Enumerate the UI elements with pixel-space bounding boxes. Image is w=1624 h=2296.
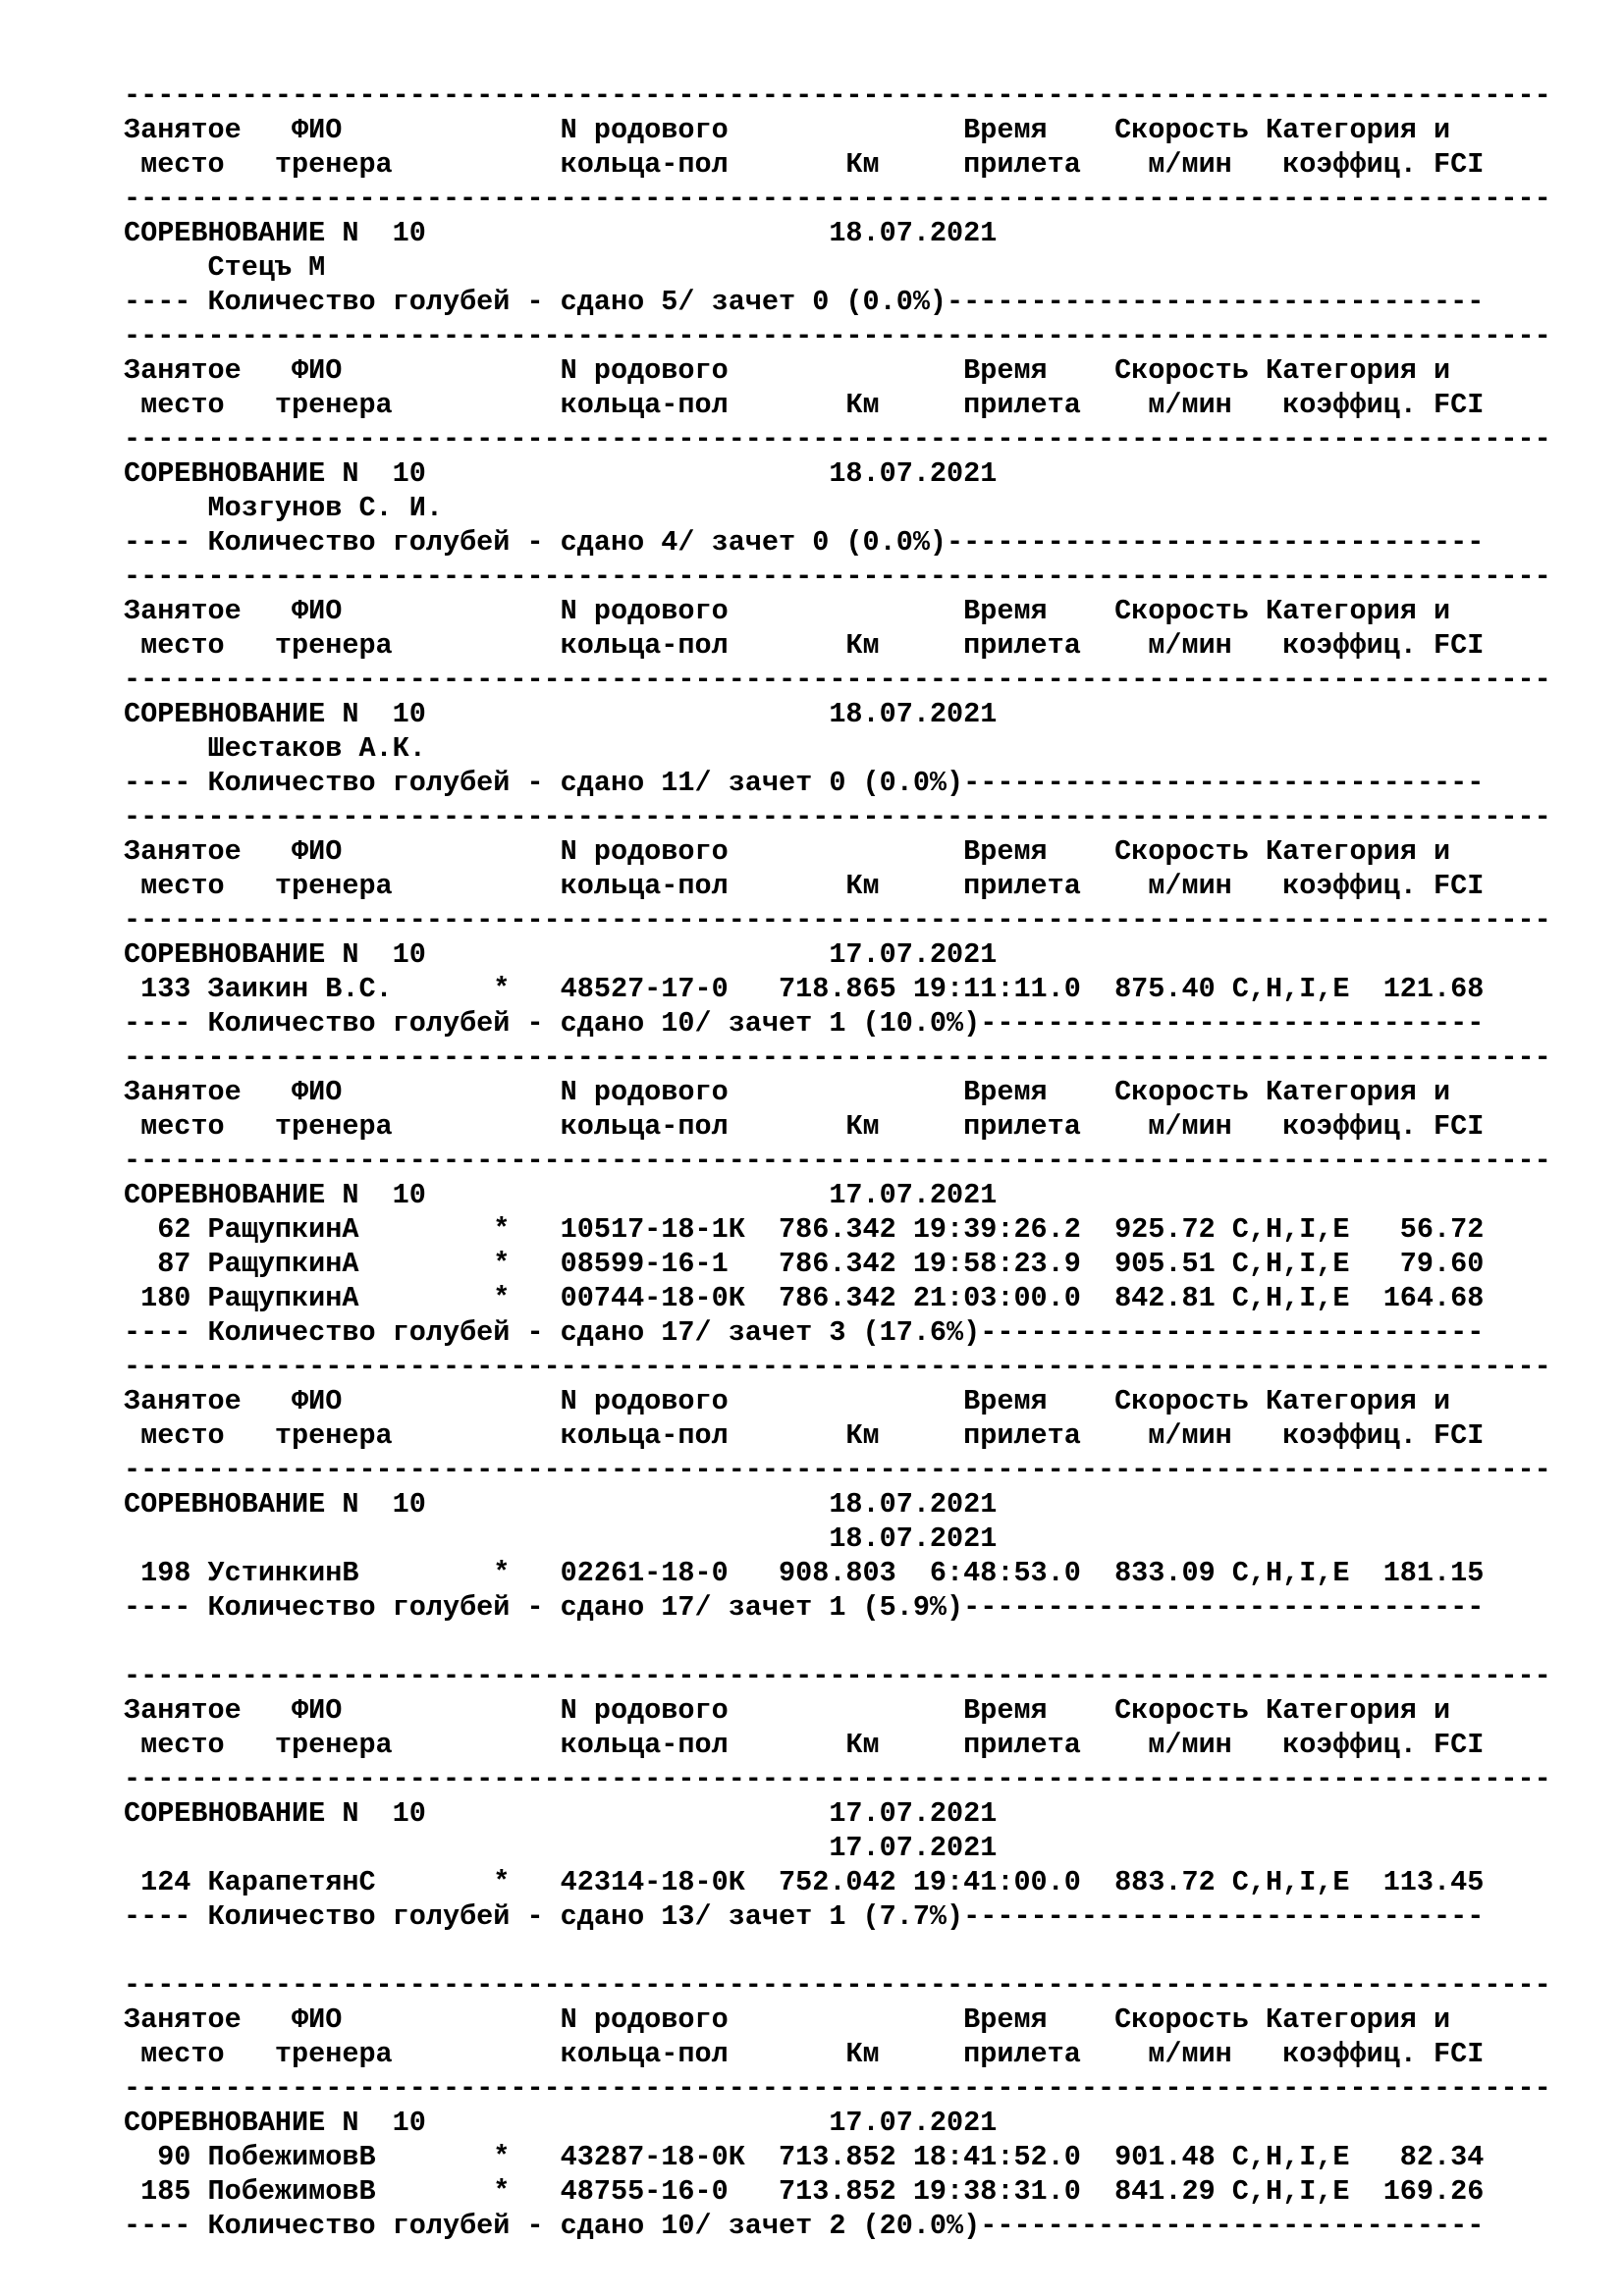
- pigeon-count-summary: ---- Количество голубей - сдано 4/ зачет 0 (0.0%)--------------------------------: [124, 526, 1485, 559]
- header-rule-top: -------------------------------------------------------------------------------------: [124, 1660, 1551, 1692]
- header-labels-row2: место тренера кольца-пол Км прилета м/мин коэффиц. FCI: [124, 1729, 1485, 1761]
- header-rule-bottom: -------------------------------------------------------------------------------------: [124, 1454, 1551, 1486]
- result-row: 198 УстинкинВ * 02261-18-0 908.803 6:48:53.0 833.09 C,H,I,E 181.15: [124, 1557, 1485, 1589]
- header-rule-top: -------------------------------------------------------------------------------------: [124, 1351, 1551, 1383]
- pigeon-count-summary: ---- Количество голубей - сдано 10/ зачет 1 (10.0%)------------------------------: [124, 1007, 1485, 1040]
- header-rule-top: -------------------------------------------------------------------------------------: [124, 80, 1551, 112]
- header-labels-row2: место тренера кольца-пол Км прилета м/мин коэффиц. FCI: [124, 1110, 1485, 1143]
- competition-title: СОРЕВНОВАНИЕ N 10 17.07.2021: [124, 2107, 998, 2139]
- header-rule-top: -------------------------------------------------------------------------------------: [124, 801, 1551, 833]
- competition-title: СОРЕВНОВАНИЕ N 10 17.07.2021: [124, 938, 998, 971]
- trainer-name: Мозгунов С. И.: [124, 492, 443, 524]
- header-rule-bottom: -------------------------------------------------------------------------------------: [124, 183, 1551, 215]
- header-labels-row1: Занятое ФИО N родового Время Скорость Категория и: [124, 595, 1451, 627]
- header-labels-row1: Занятое ФИО N родового Время Скорость Категория и: [124, 354, 1451, 387]
- pigeon-count-summary: ---- Количество голубей - сдано 11/ зачет 0 (0.0%)-------------------------------: [124, 767, 1485, 799]
- pigeon-count-summary: ---- Количество голубей - сдано 10/ зачет 2 (20.0%)------------------------------: [124, 2210, 1485, 2242]
- pigeon-count-summary: ---- Количество голубей - сдано 17/ зачет 1 (5.9%)-------------------------------: [124, 1591, 1485, 1624]
- trainer-name: Шестаков А.К.: [124, 732, 426, 765]
- header-labels-row1: Занятое ФИО N родового Время Скорость Категория и: [124, 835, 1451, 868]
- result-row: 62 РащупкинА * 10517-18-1К 786.342 19:39:26.2 925.72 C,H,I,E 56.72: [124, 1213, 1485, 1246]
- header-rule-bottom: -------------------------------------------------------------------------------------: [124, 1763, 1551, 1795]
- header-rule-bottom: -------------------------------------------------------------------------------------: [124, 1145, 1551, 1177]
- header-labels-row2: место тренера кольца-пол Км прилета м/мин коэффиц. FCI: [124, 148, 1485, 181]
- competition-title: СОРЕВНОВАНИЕ N 10 18.07.2021: [124, 457, 998, 490]
- result-row: 180 РащупкинА * 00744-18-0К 786.342 21:03:00.0 842.81 C,H,I,E 164.68: [124, 1282, 1485, 1314]
- header-rule-bottom: -------------------------------------------------------------------------------------: [124, 904, 1551, 936]
- competition-title: СОРЕВНОВАНИЕ N 10 18.07.2021: [124, 217, 998, 249]
- trainer-name: Стецъ М: [124, 251, 326, 284]
- competition-title: СОРЕВНОВАНИЕ N 10 18.07.2021: [124, 1488, 998, 1521]
- header-labels-row1: Занятое ФИО N родового Время Скорость Категория и: [124, 1385, 1451, 1417]
- header-labels-row1: Занятое ФИО N родового Время Скорость Категория и: [124, 1076, 1451, 1108]
- pigeon-count-summary: ---- Количество голубей - сдано 5/ зачет 0 (0.0%)--------------------------------: [124, 286, 1485, 318]
- header-rule-top: -------------------------------------------------------------------------------------: [124, 561, 1551, 593]
- result-row: 133 Заикин В.С. * 48527-17-0 718.865 19:11:11.0 875.40 C,H,I,E 121.68: [124, 973, 1485, 1005]
- result-row: 185 ПобежимовВ * 48755-16-0 713.852 19:38:31.0 841.29 C,H,I,E 169.26: [124, 2175, 1485, 2208]
- pigeon-count-summary: ---- Количество голубей - сдано 13/ зачет 1 (7.7%)-------------------------------: [124, 1900, 1485, 1933]
- result-row: 87 РащупкинА * 08599-16-1 786.342 19:58:23.9 905.51 C,H,I,E 79.60: [124, 1248, 1485, 1280]
- results-report: [124, 79, 1606, 2243]
- header-labels-row2: место тренера кольца-пол Км прилета м/мин коэффиц. FCI: [124, 629, 1485, 662]
- competition-title: СОРЕВНОВАНИЕ N 10 17.07.2021: [124, 1179, 998, 1211]
- competition-date: 17.07.2021: [124, 1832, 998, 1864]
- pigeon-count-summary: ---- Количество голубей - сдано 17/ зачет 3 (17.6%)------------------------------: [124, 1316, 1485, 1349]
- competition-title: СОРЕВНОВАНИЕ N 10 18.07.2021: [124, 698, 998, 730]
- header-rule-top: -------------------------------------------------------------------------------------: [124, 320, 1551, 352]
- competition-date: 18.07.2021: [124, 1522, 998, 1555]
- header-rule-top: -------------------------------------------------------------------------------------: [124, 1041, 1551, 1074]
- result-row: 124 КарапетянС * 42314-18-0К 752.042 19:41:00.0 883.72 C,H,I,E 113.45: [124, 1866, 1485, 1898]
- block-spacer: [124, 1625, 1606, 1659]
- header-labels-row2: место тренера кольца-пол Км прилета м/мин коэффиц. FCI: [124, 870, 1485, 902]
- header-labels-row1: Занятое ФИО N родового Время Скорость Категория и: [124, 2003, 1451, 2036]
- result-row: 90 ПобежимовВ * 43287-18-0К 713.852 18:41:52.0 901.48 C,H,I,E 82.34: [124, 2141, 1485, 2173]
- header-labels-row1: Занятое ФИО N родового Время Скорость Категория и: [124, 1694, 1451, 1727]
- competition-title: СОРЕВНОВАНИЕ N 10 17.07.2021: [124, 1797, 998, 1830]
- header-rule-bottom: -------------------------------------------------------------------------------------: [124, 2072, 1551, 2105]
- header-labels-row1: Занятое ФИО N родового Время Скорость Категория и: [124, 114, 1451, 146]
- header-rule-top: -------------------------------------------------------------------------------------: [124, 1969, 1551, 2002]
- header-rule-bottom: -------------------------------------------------------------------------------------: [124, 423, 1551, 455]
- header-rule-bottom: -------------------------------------------------------------------------------------: [124, 664, 1551, 696]
- header-labels-row2: место тренера кольца-пол Км прилета м/мин коэффиц. FCI: [124, 389, 1485, 421]
- header-labels-row2: место тренера кольца-пол Км прилета м/мин коэффиц. FCI: [124, 1419, 1485, 1452]
- block-spacer: [124, 1934, 1606, 1968]
- header-labels-row2: место тренера кольца-пол Км прилета м/мин коэффиц. FCI: [124, 2038, 1485, 2070]
